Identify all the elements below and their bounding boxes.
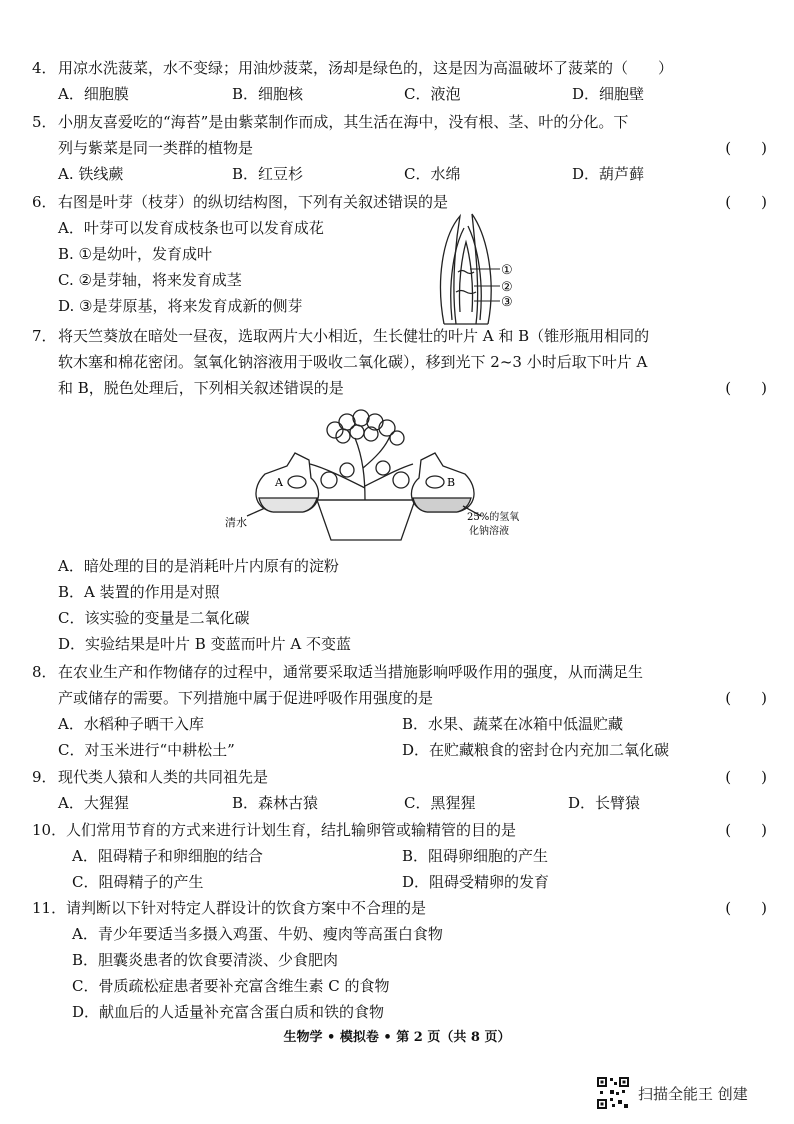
answer-bracket: ( ) xyxy=(725,821,767,839)
option-b: B．细胞核 xyxy=(232,85,304,103)
question-stem-cont: 产或储存的需要。下列措施中属于促进呼吸作用强度的是 xyxy=(58,689,434,707)
option-b: B．森林古猿 xyxy=(232,794,319,812)
option-d: D．长臂猿 xyxy=(568,794,641,812)
option-a: A．叶芽可以发育成枝条也可以发育成花 xyxy=(58,219,324,237)
question-number: 9． xyxy=(32,768,57,786)
naoh-caption-1: 25%的氢氧 xyxy=(467,512,520,523)
option-c: C．骨质疏松症患者要补充富含维生素 C 的食物 xyxy=(72,977,390,995)
figure-label-2: ② xyxy=(501,280,513,295)
question-7 xyxy=(32,323,767,401)
answer-bracket: ( ) xyxy=(725,379,767,397)
option-d: D．细胞壁 xyxy=(572,85,645,103)
question-8 xyxy=(32,659,767,763)
option-d: D．实验结果是叶片 B 变蓝而叶片 A 不变蓝 xyxy=(58,635,351,653)
answer-bracket: ( ) xyxy=(725,899,767,917)
option-d: D．献血后的人适量补充富含蛋白质和铁的食物 xyxy=(72,1003,385,1021)
question-stem: 现代类人猿和人类的共同祖先是 xyxy=(58,768,269,786)
question-stem-cont: 软木塞和棉花密闭。氢氧化钠溶液用于吸收二氧化碳），移到光下 2~3 小时后取下叶片 A xyxy=(58,353,648,371)
scanner-caption: 扫描全能王 创建 xyxy=(638,1084,748,1103)
answer-bracket: ( ) xyxy=(725,689,767,707)
answer-bracket: ( ) xyxy=(725,768,767,786)
option-d: D．在贮藏粮食的密封仓内充加二氧化碳 xyxy=(402,741,670,759)
question-stem-cont: 和 B，脱色处理后，下列相关叙述错误的是 xyxy=(58,379,344,397)
question-number: 11． xyxy=(32,899,67,917)
question-stem: 小朋友喜爱吃的“海苔”是由紫菜制作而成，其生活在海中，没有根、茎、叶的分化。下 xyxy=(58,113,629,131)
page-footer: 生物学 • 模拟卷 • 第 2 页（共 8 页） xyxy=(283,1030,511,1045)
option-c: C．该实验的变量是二氧化碳 xyxy=(58,609,250,627)
question-7-options xyxy=(32,553,767,657)
option-c: C．对玉米进行“中耕松土” xyxy=(58,741,235,759)
naoh-caption-2: 化钠溶液 xyxy=(469,526,509,537)
option-c: C．液泡 xyxy=(404,85,461,103)
option-c: C．黑猩猩 xyxy=(404,794,476,812)
water-caption: 清水 xyxy=(225,516,247,529)
flask-a-label: A xyxy=(275,476,283,489)
question-number: 4． xyxy=(32,59,57,77)
option-c: C．水绵 xyxy=(404,165,461,183)
question-number: 8． xyxy=(32,663,57,681)
option-b: B．红豆杉 xyxy=(232,165,304,183)
flask-b-label: B xyxy=(447,476,456,489)
question-number: 6． xyxy=(32,193,57,211)
question-number: 7． xyxy=(32,327,57,345)
answer-bracket: ( ) xyxy=(725,193,767,211)
option-b: B. ①是幼叶，发育成叶 xyxy=(58,245,213,263)
option-a: A．细胞膜 xyxy=(58,85,129,103)
option-a: A．暗处理的目的是消耗叶片内原有的淀粉 xyxy=(58,557,339,575)
leaf-bud-diagram xyxy=(430,212,530,330)
question-stem: 人们常用节育的方式来进行计划生育，结扎输卵管或输精管的目的是 xyxy=(66,821,517,839)
question-number: 5． xyxy=(32,113,57,131)
question-10 xyxy=(32,817,767,895)
option-a: A．阻碍精子和卵细胞的结合 xyxy=(72,847,263,865)
qr-code-icon xyxy=(596,1076,630,1110)
geranium-experiment-diagram xyxy=(225,408,545,543)
figure-label-3: ③ xyxy=(501,295,513,310)
question-number: 10． xyxy=(32,821,67,839)
option-b: B．阻碍卵细胞的产生 xyxy=(402,847,549,865)
question-6 xyxy=(32,189,767,319)
option-b: B．水果、蔬菜在冰箱中低温贮藏 xyxy=(402,715,624,733)
question-stem: 请判断以下针对特定人群设计的饮食方案中不合理的是 xyxy=(66,899,427,917)
question-stem-cont: 列与紫菜是同一类群的植物是 xyxy=(58,139,254,157)
answer-bracket: ( ) xyxy=(725,139,767,157)
question-stem: 用凉水洗菠菜，水不变绿；用油炒菠菜，汤却是绿色的，这是因为高温破坏了菠菜的（ ） xyxy=(58,59,674,77)
option-d: D．阻碍受精卵的发育 xyxy=(402,873,550,891)
option-c: C．阻碍精子的产生 xyxy=(72,873,204,891)
option-d: D．葫芦藓 xyxy=(572,165,645,183)
question-5 xyxy=(32,109,767,187)
option-a: A．大猩猩 xyxy=(58,794,129,812)
figure-label-1: ① xyxy=(501,263,513,278)
question-stem: 将天竺葵放在暗处一昼夜，选取两片大小相近，生长健壮的叶片 A 和 B（锥形瓶用相同的 xyxy=(58,327,650,345)
scanner-watermark xyxy=(596,1073,748,1113)
option-b: B．A 装置的作用是对照 xyxy=(58,583,220,601)
option-d: D. ③是芽原基，将来发育成新的侧芽 xyxy=(58,297,303,315)
option-b: B．胆囊炎患者的饮食要清淡、少食肥肉 xyxy=(72,951,339,969)
question-stem: 右图是叶芽（枝芽）的纵切结构图，下列有关叙述错误的是 xyxy=(58,193,449,211)
question-11 xyxy=(32,895,767,1025)
option-a: A．水稻种子晒干入库 xyxy=(58,715,204,733)
option-a: A. 铁线蕨 xyxy=(58,165,124,183)
option-a: A．青少年要适当多摄入鸡蛋、牛奶、瘦肉等高蛋白食物 xyxy=(72,925,443,943)
question-9 xyxy=(32,764,767,816)
question-stem: 在农业生产和作物储存的过程中，通常要采取适当措施影响呼吸作用的强度，从而满足生 xyxy=(58,663,644,681)
question-4 xyxy=(32,55,767,107)
option-c: C. ②是芽轴，将来发育成茎 xyxy=(58,271,242,289)
